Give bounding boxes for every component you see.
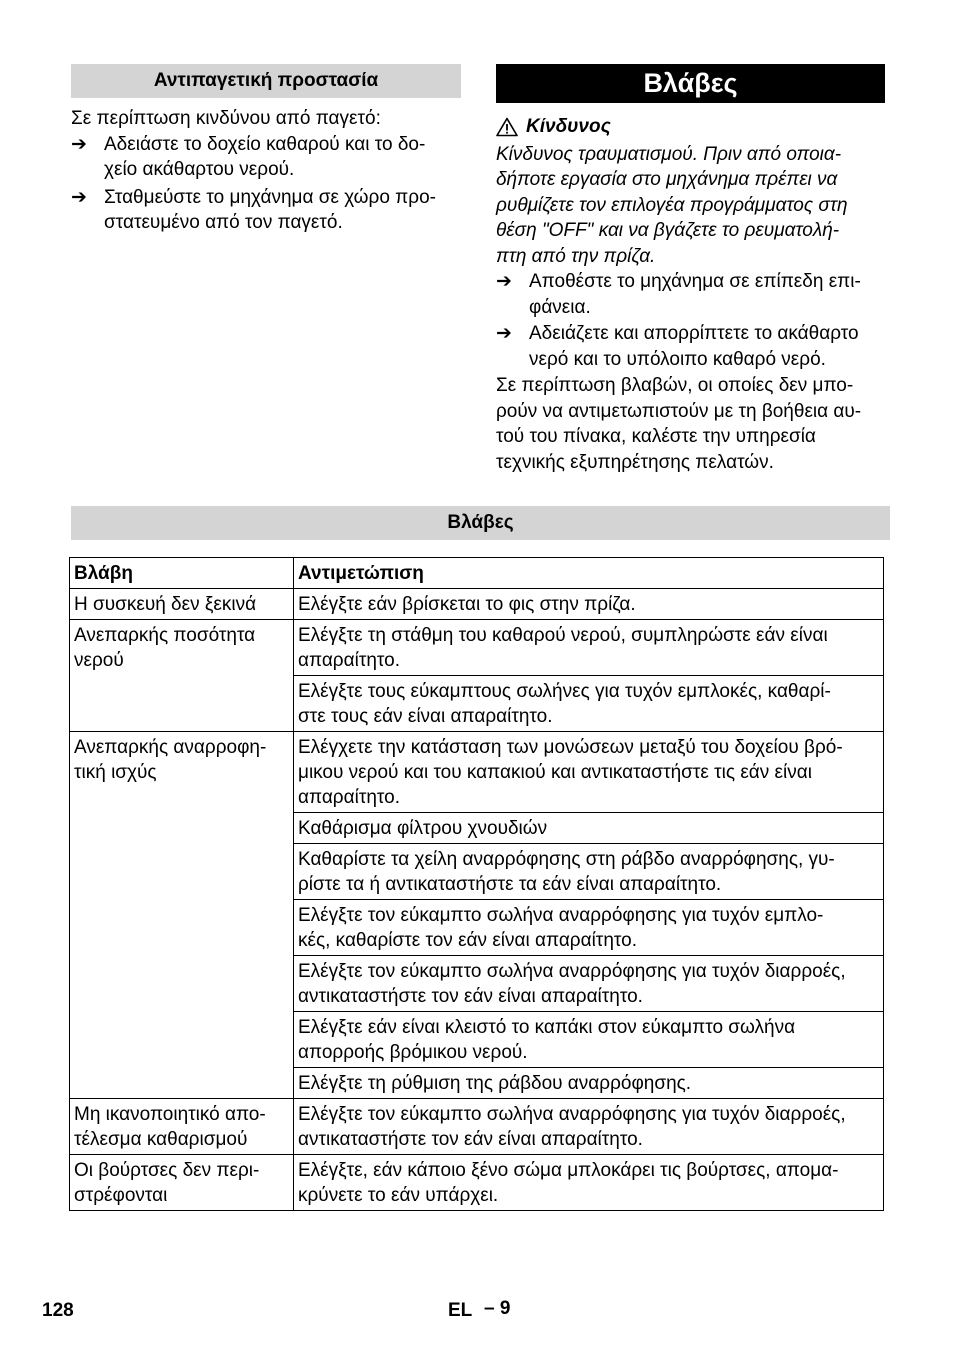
fault-line: Ανεπαρκής ποσότητα [74, 625, 256, 646]
remedy-cell [294, 813, 884, 844]
remedy-line: Καθάρισμα φίλτρου χνουδιών [298, 818, 548, 839]
fault-bullet-2-line-1: Αδειάζετε και απορρίπτετε το ακάθαρτο [529, 323, 859, 344]
frost-bullet-1-line-2: χείο ακάθαρτου νερού. [104, 159, 295, 180]
fault-line: Μη ικανοποιητικό απο- [74, 1104, 266, 1125]
column-header-remedy: Αντιμετώπιση [294, 558, 884, 589]
fault-line: Οι βούρτσες δεν περι- [74, 1160, 260, 1181]
remedy-line: Ελέγχετε την κατάσταση των μονώσεων μεταξύ του δοχείου βρό- [298, 737, 843, 758]
fault-cell [70, 732, 294, 1099]
fault-cell [70, 589, 294, 620]
section-heading-faults: Βλάβες [496, 64, 885, 103]
warning-line-1: Κίνδυνος τραυματισμού. Πριν από οποια- [496, 143, 842, 165]
remedy-line: Ελέγξτε τη ρύθμιση της ράβδου αναρρόφησης. [298, 1073, 692, 1094]
fault-cell [70, 620, 294, 732]
warning-line-2: δήποτε εργασία στο μηχάνημα πρέπει να [496, 169, 838, 190]
remedy-cell [294, 1012, 884, 1068]
remedy-line: Ελέγξτε τη στάθμη του καθαρού νερού, συμπληρώστε εάν είναι [298, 625, 828, 646]
remedy-line: απαραίτητο. [298, 787, 400, 808]
remedy-line: αντικαταστήστε τον εάν είναι απαραίτητο. [298, 986, 643, 1007]
remedy-line: Ελέγξτε τον εύκαμπτο σωλήνα αναρρόφησης για τυχόν εμπλο- [298, 905, 824, 926]
frost-bullet-1 [71, 132, 466, 183]
remedy-cell [294, 1068, 884, 1099]
warning-line-5: πτη από την πρίζα. [496, 245, 656, 267]
sub-page-number: – 9 [484, 1298, 511, 1319]
fault-line: στρέφονται [74, 1185, 168, 1206]
remedy-line: Ελέγξτε τους εύκαμπτους σωλήνες για τυχόν εμπλοκές, καθαρί- [298, 681, 831, 702]
arrow-right-icon: ➔ [496, 323, 512, 344]
remedy-cell [294, 900, 884, 956]
fault-line: τική ισχύς [74, 762, 157, 783]
arrow-right-icon: ➔ [71, 133, 87, 155]
arrow-right-icon: ➔ [496, 271, 512, 292]
remedy-line: Ελέγξτε τον εύκαμπτο σωλήνα αναρρόφησης για τυχόν διαρροές, [298, 961, 846, 982]
closing-line-4: τεχνικής εξυπηρέτησης πελατών. [496, 451, 774, 473]
warning-title [496, 114, 891, 140]
remedy-line: Ελέγξτε τον εύκαμπτο σωλήνα αναρρόφησης για τυχόν διαρροές, [298, 1104, 846, 1125]
faults-body [496, 114, 891, 475]
table-row [70, 620, 884, 676]
section-heading-frost-protection: Αντιπαγετική προστασία [71, 64, 461, 98]
remedy-cell [294, 620, 884, 676]
remedy-line: απορροής βρόμικου νερού. [298, 1042, 528, 1063]
remedy-line: απαραίτητο. [298, 650, 400, 671]
remedy-cell [294, 844, 884, 900]
remedy-line: κρύνετε το εάν υπάρχει. [298, 1185, 499, 1206]
fault-cell [70, 1099, 294, 1155]
frost-bullet-2-line-1: Σταθμεύστε το μηχάνημα σε χώρο προ- [104, 186, 436, 208]
frost-intro: Σε περίπτωση κινδύνου από παγετό: [71, 108, 381, 129]
remedy-line: μικου νερού και του καπακιού και αντικαταστήστε τις εάν είναι [298, 762, 812, 783]
frost-bullet-2 [71, 185, 466, 236]
fault-bullet-1 [496, 269, 891, 320]
closing-line-2: ρούν να αντιμετωπιστούν με τη βοήθεια αυ- [496, 400, 862, 422]
fault-table [69, 557, 884, 1211]
language-code: EL [448, 1300, 473, 1321]
fault-line: Η συσκευή δεν ξεκινά [74, 594, 257, 615]
closing-line-1: Σε περίπτωση βλαβών, οι οποίες δεν μπο- [496, 375, 854, 396]
table-row [70, 1099, 884, 1155]
remedy-line: Καθαρίστε τα χείλη αναρρόφησης στη ράβδο αναρρόφησης, γυ- [298, 849, 835, 870]
remedy-cell [294, 676, 884, 732]
warning-title-text: Κίνδυνος [526, 116, 611, 137]
remedy-line: Ελέγξτε εάν βρίσκεται το φις στην πρίζα. [298, 594, 636, 615]
remedy-line: αντικαταστήστε τον εάν είναι απαραίτητο. [298, 1129, 643, 1150]
column-header-fault: Βλάβη [70, 558, 294, 589]
remedy-line: ρίστε τα ή αντικαταστήστε τα εάν είναι απαραίτητο. [298, 874, 722, 895]
table-header-row [70, 558, 884, 589]
fault-bullet-2-line-2: νερό και το υπόλοιπο καθαρό νερό. [529, 348, 826, 370]
remedy-line: Ελέγξτε, εάν κάποιο ξένο σώμα μπλοκάρει τις βούρτσες, απομα- [298, 1160, 839, 1181]
fault-line: νερού [74, 650, 124, 671]
remedy-cell [294, 1155, 884, 1211]
table-row [70, 1155, 884, 1211]
fault-bullet-1-line-1: Αποθέστε το μηχάνημα σε επίπεδη επι- [529, 271, 861, 292]
frost-bullet-1-line-1: Αδειάστε το δοχείο καθαρού και το δο- [104, 133, 426, 155]
page-number: 128 [42, 1300, 74, 1321]
fault-cell [70, 1155, 294, 1211]
remedy-cell [294, 732, 884, 813]
remedy-line: Ελέγξτε εάν είναι κλειστό το καπάκι στον εύκαμπτο σωλήνα [298, 1017, 796, 1038]
table-heading: Βλάβες [71, 506, 890, 540]
frost-bullet-2-line-2: στατευμένο από τον παγετό. [104, 212, 343, 233]
fault-bullet-2 [496, 321, 891, 372]
remedy-cell [294, 956, 884, 1012]
fault-bullet-1-line-2: φάνεια. [529, 296, 591, 318]
fault-line: Ανεπαρκής αναρροφη- [74, 737, 267, 758]
fault-line: τέλεσμα καθαρισμού [74, 1129, 248, 1150]
warning-text [496, 142, 891, 270]
frost-protection-body [71, 106, 466, 236]
warning-triangle-icon [496, 117, 518, 137]
closing-line-3: τού του πίνακα, καλέστε την υπηρεσία [496, 426, 816, 447]
arrow-right-icon: ➔ [71, 186, 87, 208]
remedy-line: κές, καθαρίστε τον εάν είναι απαραίτητο. [298, 930, 637, 951]
remedy-line: στε τους εάν είναι απαραίτητο. [298, 706, 553, 727]
table-row [70, 589, 884, 620]
remedy-cell [294, 1099, 884, 1155]
warning-line-4: θέση "OFF" και να βγάζετε το ρευματολή- [496, 220, 840, 241]
warning-line-3: ρυθμίζετε τον επιλογέα προγράμματος στη [496, 194, 848, 216]
faults-closing [496, 373, 891, 475]
table-row [70, 732, 884, 813]
remedy-cell [294, 589, 884, 620]
